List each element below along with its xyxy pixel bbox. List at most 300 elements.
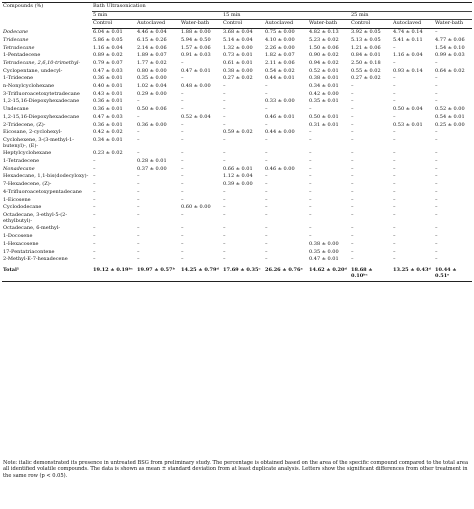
compound-name: Cyclopentane, undecyl- xyxy=(3,67,63,74)
compound-name: Tridecane xyxy=(3,36,29,43)
treatment-header: Water-bath xyxy=(180,20,222,29)
table-cell: – xyxy=(351,188,354,195)
table-row xyxy=(2,106,472,114)
table-cell: – xyxy=(181,90,184,97)
table-cell: – xyxy=(265,158,268,165)
total-cell: 26.26 ± 0.76ᵃ xyxy=(264,264,308,282)
treatment-header: Water-bath xyxy=(308,20,350,29)
table-cell: 0.50 ± 0.01 xyxy=(309,113,339,120)
table-cell: 0.47 ± 0.01 xyxy=(309,256,339,263)
table-row xyxy=(2,137,472,150)
table-cell: – xyxy=(393,59,396,66)
table-cell: – xyxy=(351,196,354,203)
table-row xyxy=(2,225,472,233)
table-cell: – xyxy=(223,83,226,90)
table-row xyxy=(2,233,472,241)
table-cell: 0.54 ± 0.01 xyxy=(435,113,465,120)
compound-name: Octadecane, 6-methyl- xyxy=(3,225,61,232)
table-cell: 0.90 ± 0.02 xyxy=(309,52,339,59)
table-row xyxy=(2,45,472,53)
table-cell: – xyxy=(181,256,184,263)
table-cell: – xyxy=(393,211,396,218)
treatment-header: Autoclaved xyxy=(264,20,308,29)
table-cell: – xyxy=(435,98,438,105)
table-cell: – xyxy=(265,256,268,263)
table-body xyxy=(2,29,472,282)
table-cell: – xyxy=(435,256,438,263)
table-cell: – xyxy=(435,150,438,157)
treatment-header: Autoclaved xyxy=(392,20,434,29)
table-cell: 1.12 ± 0.04 xyxy=(223,173,253,180)
table-cell: – xyxy=(351,211,354,218)
table-cell: – xyxy=(223,225,226,232)
table-cell: – xyxy=(351,121,354,128)
table-cell: 0.38 ± 0.00 xyxy=(223,67,253,74)
table-cell: – xyxy=(93,173,96,180)
table-row xyxy=(2,212,472,225)
table-cell: – xyxy=(393,204,396,211)
table-cell: 4.74 ± 0.14 xyxy=(393,29,423,36)
treatment-header: Control xyxy=(222,20,264,29)
table-cell: 0.60 ± 0.00 xyxy=(181,204,211,211)
table-cell: – xyxy=(435,29,438,36)
table-cell: 1.32 ± 0.00 xyxy=(223,44,253,51)
table-cell: – xyxy=(435,225,438,232)
table-cell: – xyxy=(223,106,226,113)
table-cell: – xyxy=(265,136,268,143)
total-cell: 18.68 ± 0.10ᵇᶜ xyxy=(350,264,392,282)
table-cell: 0.36 ± 0.01 xyxy=(93,106,123,113)
table-cell: 1.16 ± 0.04 xyxy=(393,52,423,59)
table-cell: – xyxy=(393,90,396,97)
table-row xyxy=(2,158,472,166)
compound-name: 1-Docosene xyxy=(3,233,33,240)
table-cell: – xyxy=(181,158,184,165)
table-cell: 0.75 ± 0.00 xyxy=(265,29,295,36)
table-cell: 0.36 ± 0.01 xyxy=(93,98,123,105)
total-cell: 13.25 ± 0.43ᵈ xyxy=(392,264,434,282)
table-cell: – xyxy=(223,256,226,263)
table-cell: 0.52 ± 0.04 xyxy=(181,113,211,120)
table-cell: – xyxy=(351,158,354,165)
table-cell: – xyxy=(265,211,268,218)
compound-name: Hexadecane, 1,1-bis(dodecyloxy)- xyxy=(3,173,89,180)
table-cell: – xyxy=(265,240,268,247)
table-row xyxy=(2,83,472,91)
table-cell: – xyxy=(435,129,438,136)
table-cell: – xyxy=(393,158,396,165)
table-cell: – xyxy=(93,165,96,172)
table-cell: – xyxy=(181,211,184,218)
table-cell: 1.02 ± 0.04 xyxy=(137,83,167,90)
table-cell: 2.50 ± 0.18 xyxy=(351,59,381,66)
table-cell: 1.16 ± 0.04 xyxy=(93,44,123,51)
compound-name: Nonadecane xyxy=(3,165,35,172)
table-cell: 0.91 ± 0.03 xyxy=(181,52,211,59)
table-cell: – xyxy=(137,136,140,143)
table-cell: 0.79 ± 0.07 xyxy=(93,59,123,66)
table-row xyxy=(2,129,472,137)
table-cell: – xyxy=(137,150,140,157)
table-cell: – xyxy=(393,248,396,255)
table-cell: – xyxy=(137,240,140,247)
table-cell: 3.68 ± 0.04 xyxy=(223,29,253,36)
table-cell: – xyxy=(351,181,354,188)
table-cell: – xyxy=(309,196,312,203)
table-footnote: Note: italic demonstrated its presence in untreated BSG from preliminary study. The percentage is obtained based on the area of the specific compound compared to the total area all identified volatile compounds. The data is shown as mean ± standard deviation from at least duplicate analysis. Letters show the significant differences from other treatment in the same row (p < 0.05). xyxy=(3,460,468,479)
table-cell: – xyxy=(393,113,396,120)
table-cell: – xyxy=(393,83,396,90)
table-cell: – xyxy=(137,181,140,188)
table-cell: – xyxy=(181,150,184,157)
treatment-header: Autoclaved xyxy=(136,20,180,29)
compound-name: 1-Eicosene xyxy=(3,196,31,203)
table-cell: 1.54 ± 0.10 xyxy=(435,44,465,51)
table-cell: – xyxy=(351,90,354,97)
table-cell: – xyxy=(351,165,354,172)
table-row xyxy=(2,91,472,99)
table-cell: 0.34 ± 0.01 xyxy=(93,136,123,143)
table-cell: 0.47 ± 0.03 xyxy=(93,67,123,74)
table-cell: 0.80 ± 0.00 xyxy=(137,67,167,74)
table-cell: 0.48 ± 0.00 xyxy=(181,83,211,90)
table-cell: – xyxy=(265,181,268,188)
table-cell: 0.43 ± 0.01 xyxy=(93,90,123,97)
table-cell: – xyxy=(181,165,184,172)
table-row xyxy=(2,249,472,257)
table-cell: 0.27 ± 0.02 xyxy=(351,75,381,82)
table-row xyxy=(2,114,472,122)
compound-name: Cyclododecane xyxy=(3,204,42,211)
table-cell: – xyxy=(181,248,184,255)
table-cell: 4.10 ± 0.00 xyxy=(265,36,295,43)
table-cell: – xyxy=(265,233,268,240)
table-cell: – xyxy=(137,256,140,263)
table-cell: – xyxy=(181,173,184,180)
table-cell: – xyxy=(181,196,184,203)
table-cell: – xyxy=(393,225,396,232)
table-cell: – xyxy=(435,83,438,90)
table-cell: – xyxy=(137,233,140,240)
table-cell: – xyxy=(435,211,438,218)
table-cell: 0.44 ± 0.00 xyxy=(265,129,295,136)
table-row xyxy=(2,98,472,106)
table-cell: 0.27 ± 0.02 xyxy=(223,75,253,82)
table-cell: – xyxy=(393,256,396,263)
table-cell: – xyxy=(223,211,226,218)
total-label: Total¹ xyxy=(2,264,92,282)
table-cell: 0.47 ± 0.03 xyxy=(93,113,123,120)
table-cell: 0.36 ± 0.01 xyxy=(93,75,123,82)
table-cell: – xyxy=(93,196,96,203)
table-cell: 0.46 ± 0.00 xyxy=(265,165,295,172)
table-cell: – xyxy=(351,233,354,240)
table-cell: – xyxy=(181,75,184,82)
table-cell: – xyxy=(393,181,396,188)
table-cell: 6.15 ± 0.26 xyxy=(137,36,167,43)
stub-header: Compounds (%) xyxy=(2,3,92,29)
table-cell: 1.77 ± 0.02 xyxy=(137,59,167,66)
table-cell: – xyxy=(351,173,354,180)
table-cell: – xyxy=(351,248,354,255)
table-cell: – xyxy=(435,188,438,195)
table-cell: 0.38 ± 0.01 xyxy=(309,75,339,82)
table-cell: – xyxy=(93,240,96,247)
table-cell: 2.11 ± 0.06 xyxy=(265,59,295,66)
table-cell: – xyxy=(435,233,438,240)
table-cell: – xyxy=(393,75,396,82)
table-cell: 0.35 ± 0.00 xyxy=(137,75,167,82)
table-cell: – xyxy=(309,188,312,195)
table-cell: 0.36 ± 0.00 xyxy=(137,121,167,128)
table-cell: – xyxy=(265,173,268,180)
compound-name: 1-Pentadecene xyxy=(3,52,41,59)
table-cell: – xyxy=(137,173,140,180)
table-cell: 0.42 ± 0.02 xyxy=(93,129,123,136)
table-cell: 0.53 ± 0.01 xyxy=(393,121,423,128)
table-cell: – xyxy=(137,196,140,203)
table-cell: 0.59 ± 0.02 xyxy=(223,129,253,136)
table-cell: – xyxy=(93,225,96,232)
time-header: 25 min xyxy=(350,11,472,20)
compound-name: 1,2-15,16-Diepoxyhexadecane xyxy=(3,113,80,120)
table-cell: – xyxy=(137,248,140,255)
group-header: Bath Ultrasonication xyxy=(92,3,472,12)
table-row xyxy=(2,241,472,249)
total-cell: 19.12 ± 0.19ᵇᶜ xyxy=(92,264,136,282)
table-cell: 0.44 ± 0.01 xyxy=(265,75,295,82)
table-cell: – xyxy=(181,233,184,240)
total-cell: 10.44 ± 0.51ᵉ xyxy=(434,264,472,282)
table-cell: – xyxy=(435,240,438,247)
table-cell: 0.40 ± 0.01 xyxy=(93,83,123,90)
compound-name: 17-Pentatriacontene xyxy=(3,248,55,255)
table-cell: – xyxy=(351,129,354,136)
table-cell: – xyxy=(181,98,184,105)
table-cell: – xyxy=(393,196,396,203)
table-cell: 0.50 ± 0.06 xyxy=(137,106,167,113)
compound-name: 2-Methyl-E-7-hexadecene xyxy=(3,256,68,263)
table-cell: 2.26 ± 0.00 xyxy=(265,44,295,51)
table-cell: – xyxy=(393,188,396,195)
table-cell: – xyxy=(265,150,268,157)
table-cell: – xyxy=(351,256,354,263)
table-cell: 4.77 ± 0.06 xyxy=(435,36,465,43)
table-cell: 0.42 ± 0.00 xyxy=(309,90,339,97)
table-cell: 1.57 ± 0.06 xyxy=(181,44,211,51)
table-cell: – xyxy=(393,165,396,172)
table-cell: – xyxy=(265,188,268,195)
table-cell: 0.93 ± 0.14 xyxy=(393,67,423,74)
table-cell: 0.31 ± 0.01 xyxy=(309,121,339,128)
table-cell: – xyxy=(93,256,96,263)
table-cell: – xyxy=(435,248,438,255)
table-cell: 0.47 ± 0.01 xyxy=(181,67,211,74)
table-cell: 0.61 ± 0.01 xyxy=(223,59,253,66)
total-cell: 17.69 ± 0.35ᶜ xyxy=(222,264,264,282)
table-cell: 5.94 ± 0.50 xyxy=(181,36,211,43)
table-cell: – xyxy=(435,204,438,211)
table-cell: 0.33 ± 0.00 xyxy=(265,98,295,105)
table-cell: – xyxy=(181,188,184,195)
table-row xyxy=(2,75,472,83)
table-cell: – xyxy=(265,248,268,255)
table-cell: – xyxy=(223,113,226,120)
table-cell: 0.38 ± 0.00 xyxy=(309,240,339,247)
table-cell: – xyxy=(265,90,268,97)
table-cell: 0.84 ± 0.01 xyxy=(351,52,381,59)
table-cell: – xyxy=(309,181,312,188)
table-cell: – xyxy=(351,106,354,113)
table-cell: 1.21 ± 0.06 xyxy=(351,44,381,51)
table-row xyxy=(2,181,472,189)
compound-name: Heptylcyclohexane xyxy=(3,150,52,157)
table-cell: – xyxy=(309,173,312,180)
table-cell: – xyxy=(351,204,354,211)
table-cell: – xyxy=(223,121,226,128)
table-row xyxy=(2,122,472,130)
table-row xyxy=(2,197,472,205)
table-cell: – xyxy=(351,225,354,232)
table-cell: – xyxy=(351,136,354,143)
table-cell: – xyxy=(435,75,438,82)
table-cell: – xyxy=(435,158,438,165)
compound-name: 1-Tridecene xyxy=(3,75,34,82)
table-cell: – xyxy=(137,204,140,211)
table-cell: – xyxy=(309,211,312,218)
table-cell: – xyxy=(181,129,184,136)
table-cell: – xyxy=(137,225,140,232)
table-cell: – xyxy=(309,106,312,113)
table-cell: – xyxy=(309,233,312,240)
table-cell: – xyxy=(223,150,226,157)
table-cell: 0.89 ± 0.02 xyxy=(93,52,123,59)
compound-name: 3-Trifluoroacetoxytetradecane xyxy=(3,90,80,97)
table-cell: – xyxy=(309,204,312,211)
table-cell: – xyxy=(223,136,226,143)
table-cell: 1.82 ± 0.07 xyxy=(265,52,295,59)
compound-name: Octadecane, 3-ethyl-5-(2-ethylbutyl)- xyxy=(3,211,68,224)
table-cell: – xyxy=(435,59,438,66)
table-cell: – xyxy=(393,129,396,136)
table-cell: – xyxy=(393,173,396,180)
table-cell: – xyxy=(265,204,268,211)
table-cell: – xyxy=(93,233,96,240)
table-cell: 0.46 ± 0.01 xyxy=(265,113,295,120)
table-cell: – xyxy=(223,90,226,97)
table-cell: – xyxy=(435,196,438,203)
table-cell: 0.52 ± 0.01 xyxy=(309,67,339,74)
table-cell: 0.39 ± 0.00 xyxy=(223,181,253,188)
table-cell: 6.04 ± 0.01 xyxy=(93,29,123,36)
table-cell: 0.66 ± 0.01 xyxy=(223,165,253,172)
table-cell: 5.86 ± 0.05 xyxy=(93,36,123,43)
compound-name: 4-Trifluoroacetoxypentadecane xyxy=(3,188,82,195)
compound-name: Tetradecane, 2,6,10-trimethyl- xyxy=(3,59,81,66)
table-cell: 5.14 ± 0.04 xyxy=(223,36,253,43)
table-cell: – xyxy=(309,150,312,157)
compounds-table xyxy=(2,2,472,282)
table-cell: – xyxy=(93,211,96,218)
table-cell: 4.82 ± 0.13 xyxy=(309,29,339,36)
table-cell: – xyxy=(181,240,184,247)
table-cell: 4.46 ± 0.04 xyxy=(137,29,167,36)
table-cell: – xyxy=(309,165,312,172)
table-cell: – xyxy=(265,83,268,90)
table-row xyxy=(2,166,472,174)
total-cell: 14.62 ± 0.20ᵈ xyxy=(308,264,350,282)
table-cell: 0.25 ± 0.00 xyxy=(435,121,465,128)
table-cell: 2.14 ± 0.06 xyxy=(137,44,167,51)
table-cell: – xyxy=(351,240,354,247)
table-cell: – xyxy=(435,136,438,143)
table-cell: – xyxy=(93,158,96,165)
table-cell: – xyxy=(223,233,226,240)
table-cell: – xyxy=(351,150,354,157)
table-cell: 0.34 ± 0.01 xyxy=(309,83,339,90)
table-cell: 5.41 ± 0.11 xyxy=(393,36,423,43)
table-cell: – xyxy=(181,59,184,66)
total-row xyxy=(2,264,472,282)
table-cell: 0.50 ± 0.04 xyxy=(393,106,423,113)
compound-name: 2-Tridecene, (Z)- xyxy=(3,121,46,128)
compound-name: Dodecane xyxy=(3,28,29,35)
table-row xyxy=(2,173,472,181)
table-row xyxy=(2,60,472,68)
compound-name: Eicosane, 2-cyclohexyl- xyxy=(3,129,62,136)
table-cell: – xyxy=(93,248,96,255)
compound-name: Cyclohexene, 3-(3-methyl-1-butenyl)-, (E)- xyxy=(3,136,74,149)
table-cell: – xyxy=(223,248,226,255)
table-cell: – xyxy=(435,165,438,172)
table-cell: – xyxy=(393,240,396,247)
table-cell: – xyxy=(223,240,226,247)
table-cell: 0.73 ± 0.01 xyxy=(223,52,253,59)
table-cell: – xyxy=(265,225,268,232)
table-cell: 1.88 ± 0.00 xyxy=(181,29,211,36)
table-row xyxy=(2,29,472,37)
table-cell: – xyxy=(435,181,438,188)
table-cell: – xyxy=(223,98,226,105)
table-cell: 0.54 ± 0.02 xyxy=(265,67,295,74)
table-cell: – xyxy=(181,106,184,113)
compound-name: 1,2-15,16-Diepoxyhexadecane xyxy=(3,98,80,105)
table-cell: – xyxy=(181,136,184,143)
compound-name: 1-Tetradecene xyxy=(3,158,40,165)
table-cell: 0.35 ± 0.01 xyxy=(309,98,339,105)
table-cell: 0.23 ± 0.02 xyxy=(93,150,123,157)
compound-name: 7-Hexadecene, (Z)- xyxy=(3,181,52,188)
table-row xyxy=(2,150,472,158)
table-cell: 0.28 ± 0.01 xyxy=(137,158,167,165)
table-cell: 1.89 ± 0.07 xyxy=(137,52,167,59)
treatment-header: Control xyxy=(92,20,136,29)
table-row xyxy=(2,68,472,76)
table-cell: – xyxy=(393,44,396,51)
table-cell: – xyxy=(93,181,96,188)
table-cell: 0.35 ± 0.00 xyxy=(309,248,339,255)
table-cell: – xyxy=(137,129,140,136)
total-cell: 19.97 ± 0.57ᵇ xyxy=(136,264,180,282)
compound-name: n-Nonylcyclohexane xyxy=(3,83,55,90)
table-cell: 0.64 ± 0.02 xyxy=(435,67,465,74)
table-cell: – xyxy=(309,136,312,143)
table-cell: – xyxy=(393,98,396,105)
table-cell: 3.92 ± 0.05 xyxy=(351,29,381,36)
table-cell: – xyxy=(309,129,312,136)
table-row xyxy=(2,256,472,264)
table-cell: – xyxy=(93,204,96,211)
